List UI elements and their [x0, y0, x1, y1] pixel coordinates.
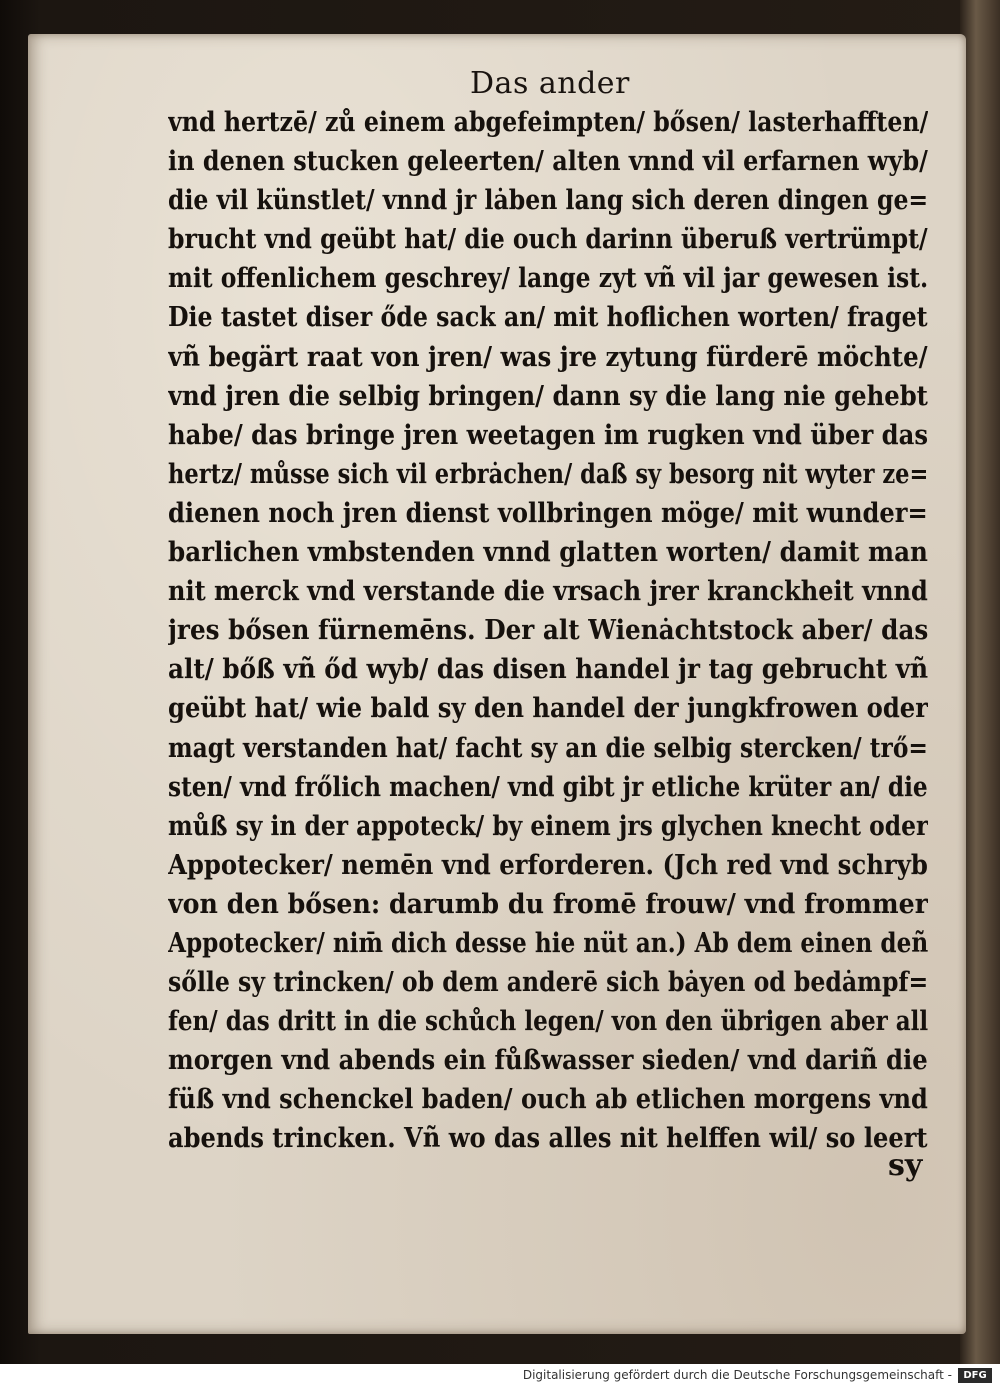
- digitization-footer: [0, 1364, 1000, 1388]
- running-header: Das ander: [470, 66, 630, 101]
- text-line: hertz/ můsse sich vil erbrȧchen/ daß sy besorg nit wyter ze=: [168, 458, 928, 490]
- text-line: můß sy in der appoteck/ by einem jrs glychen knecht oder: [168, 810, 928, 842]
- text-line: jres bősen fürnemēns. Der alt Wienȧchtstock aber/ das: [168, 615, 928, 647]
- text-line: alt/ bőß vñ őd wyb/ das disen handel jr tag gebrucht vñ: [168, 654, 928, 686]
- text-line: abends trincken. Vñ wo das alles nit helffen wil/ so leert: [168, 1123, 928, 1155]
- page-edge: [960, 0, 1000, 1388]
- text-line: füß vnd schenckel baden/ ouch ab etlichen morgens vnd: [168, 1084, 928, 1116]
- text-line: Appotecker/ nim̄ dich desse hie nüt an.) Ab dem einen deñ: [168, 927, 928, 959]
- text-line: barlichen vmbstenden vnnd glatten worten/ damit man: [168, 537, 928, 569]
- text-line: in denen stucken geleerten/ alten vnnd vil erfarnen wyb/: [168, 146, 928, 178]
- text-line: Appotecker/ nemēn vnd erforderen. (Jch red vnd schryb: [168, 849, 928, 881]
- text-line: vnd jren die selbig bringen/ dann sy die lang nie gehebt: [168, 380, 928, 412]
- text-line: geübt hat/ wie bald sy den handel der jungkfrowen oder: [168, 693, 928, 725]
- dfg-logo: DFG: [958, 1368, 992, 1383]
- text-line: brucht vnd geübt hat/ die ouch darinn überuß vertrümpt/: [168, 224, 928, 256]
- funding-notice: Digitalisierung gefördert durch die Deutsche Forschungsgemeinschaft -: [522, 1368, 952, 1382]
- text-line: Die tastet diser őde sack an/ mit hoflichen worten/ fraget: [168, 302, 928, 334]
- text-line: dienen noch jren dienst vollbringen möge/ mit wunder=: [168, 497, 928, 529]
- text-line: von den bősen: darumb du fromē frouw/ vnd frommer: [168, 888, 928, 920]
- text-line: nit merck vnd verstande die vrsach jrer kranckheit vnnd: [168, 576, 928, 608]
- text-line: sten/ vnd frőlich machen/ vnd gibt jr etliche krüter an/ die: [168, 771, 928, 803]
- text-line: mit offenlichem geschrey/ lange zyt vñ vil jar gewesen ist.: [168, 263, 928, 295]
- catchword: sy: [888, 1148, 923, 1183]
- text-line: vnd hertzē/ zů einem abgefeimpten/ bősen/ lasterhafften/: [168, 107, 928, 138]
- text-block: [168, 103, 928, 1159]
- text-line: morgen vnd abends ein fůßwasser sieden/ vnd dariñ die: [168, 1045, 928, 1077]
- text-line: habe/ das bringe jren weetagen im rugken vnd über das: [168, 419, 928, 451]
- text-line: die vil künstlet/ vnnd jr lȧben lang sich deren dingen ge=: [168, 185, 928, 217]
- text-line: magt verstanden hat/ facht sy an die selbig stercken/ trő=: [168, 732, 928, 764]
- text-line: vñ begärt raat von jren/ was jre zytung fürderē möchte/: [168, 341, 928, 373]
- text-line: sőlle sy trincken/ ob dem anderē sich bȧyen od bedȧmpf=: [168, 967, 928, 999]
- text-line: fen/ das dritt in die schůch legen/ von den übrigen aber all: [168, 1006, 928, 1038]
